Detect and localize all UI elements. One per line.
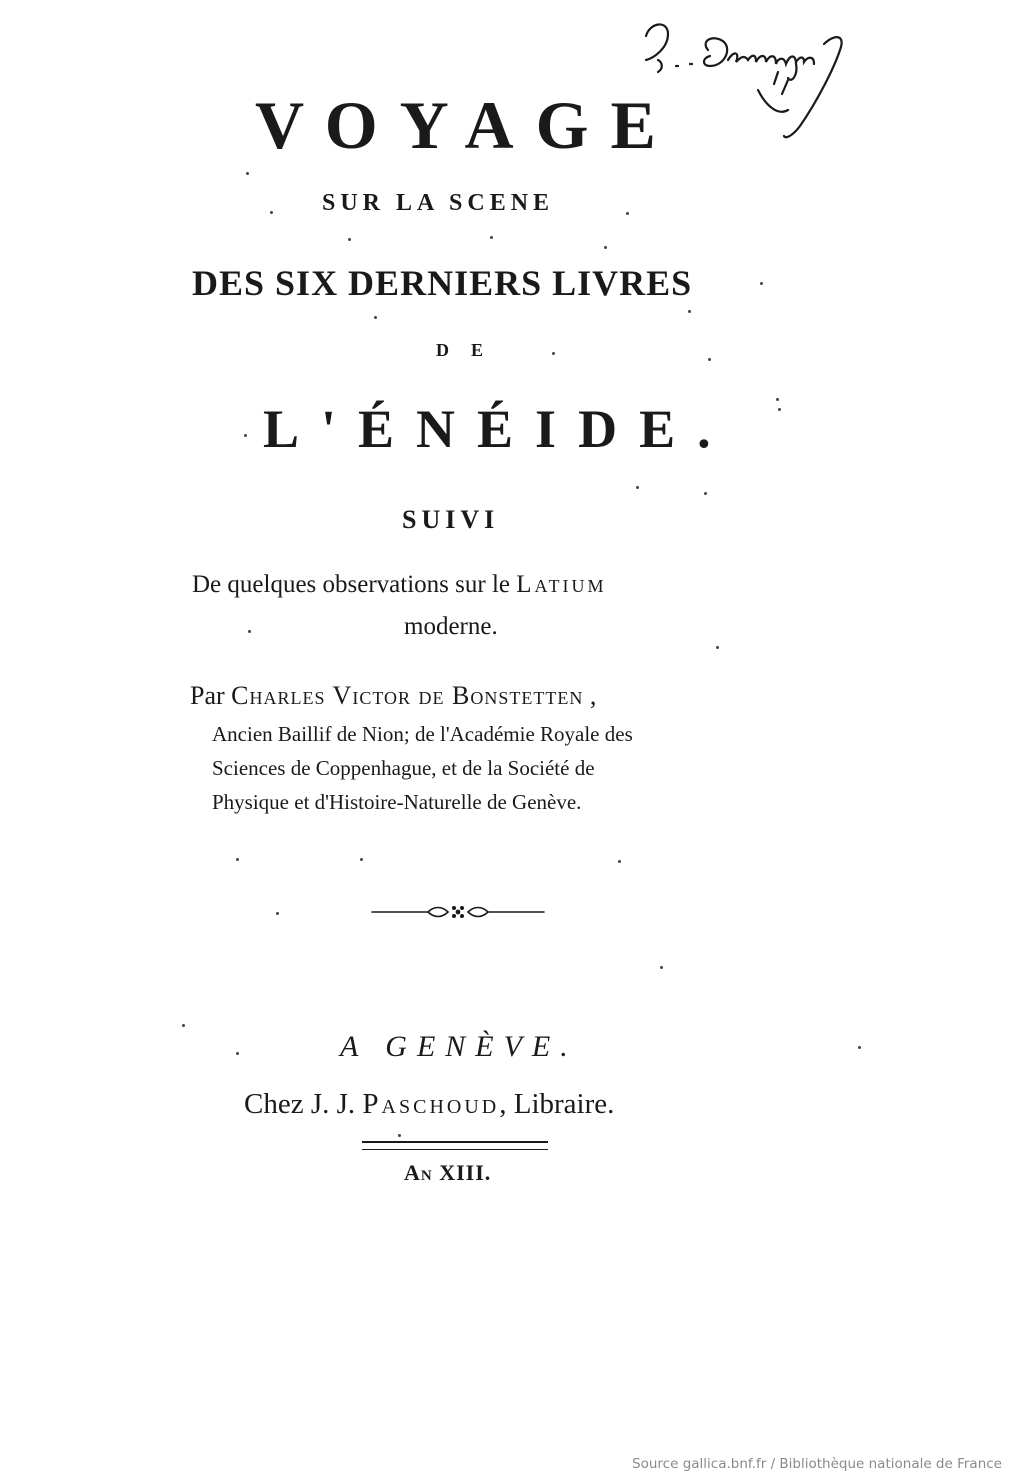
scan-speck xyxy=(688,310,691,313)
author-name: Charles Victor de Bonstetten xyxy=(231,681,584,710)
double-rule-divider xyxy=(362,1141,548,1150)
scan-speck xyxy=(270,211,273,214)
scan-speck xyxy=(708,358,711,361)
scan-speck xyxy=(704,492,707,495)
scan-speck xyxy=(604,246,607,249)
scan-speck xyxy=(778,408,781,411)
fleuron-ornament-icon xyxy=(370,900,546,924)
author-prefix: Par xyxy=(190,681,225,710)
scan-speck xyxy=(626,212,629,215)
scan-speck xyxy=(760,282,763,285)
scan-speck xyxy=(248,630,251,633)
scan-speck xyxy=(276,912,279,915)
description-latium: Latium xyxy=(516,571,607,598)
subtitle-line: DE xyxy=(436,340,506,360)
suivi-heading: SUIVI xyxy=(402,505,500,534)
subtitle-line: L'ÉNÉIDE. xyxy=(263,399,733,459)
imprint-place: A GENÈVE. xyxy=(340,1030,578,1063)
description-text: De quelques observations sur le xyxy=(192,571,510,598)
scan-speck xyxy=(858,1046,861,1049)
scan-speck xyxy=(244,434,247,437)
scan-speck xyxy=(618,860,621,863)
source-credit: Source gallica.bnf.fr / Bibliothèque nationale de France xyxy=(632,1456,1002,1472)
book-title: VOYAGE xyxy=(255,87,678,163)
scan-speck xyxy=(246,172,249,175)
author-credential: Ancien Baillif de Nion; de l'Académie Royale des xyxy=(212,722,633,746)
publisher-name: Paschoud xyxy=(362,1088,500,1120)
publisher-prefix: Chez J. J. xyxy=(244,1088,356,1120)
scan-speck xyxy=(716,646,719,649)
scan-speck xyxy=(660,966,663,969)
description-line xyxy=(192,571,607,599)
scan-speck xyxy=(236,1052,239,1055)
subtitle-line: SUR LA SCENE xyxy=(322,190,555,216)
scan-speck xyxy=(636,486,639,489)
author-credential: Sciences de Coppenhague, et de la Société de xyxy=(212,756,595,780)
scan-speck xyxy=(348,238,351,241)
scan-speck xyxy=(360,858,363,861)
imprint-publisher xyxy=(244,1088,614,1121)
scan-speck xyxy=(776,398,779,401)
subtitle-line: DES SIX DERNIERS LIVRES xyxy=(192,263,693,303)
author-credential: Physique et d'Histoire-Naturelle de Genève. xyxy=(212,790,582,814)
imprint-year: An XIII. xyxy=(404,1160,492,1185)
scan-speck xyxy=(374,316,377,319)
scan-speck xyxy=(236,858,239,861)
publisher-suffix: , Libraire. xyxy=(499,1088,615,1120)
scan-speck xyxy=(552,352,555,355)
author-line xyxy=(190,681,596,711)
author-suffix: , xyxy=(589,681,597,710)
scan-speck xyxy=(398,1134,401,1137)
scan-speck xyxy=(490,236,493,239)
description-line: moderne. xyxy=(404,613,498,640)
scan-speck xyxy=(182,1024,185,1027)
